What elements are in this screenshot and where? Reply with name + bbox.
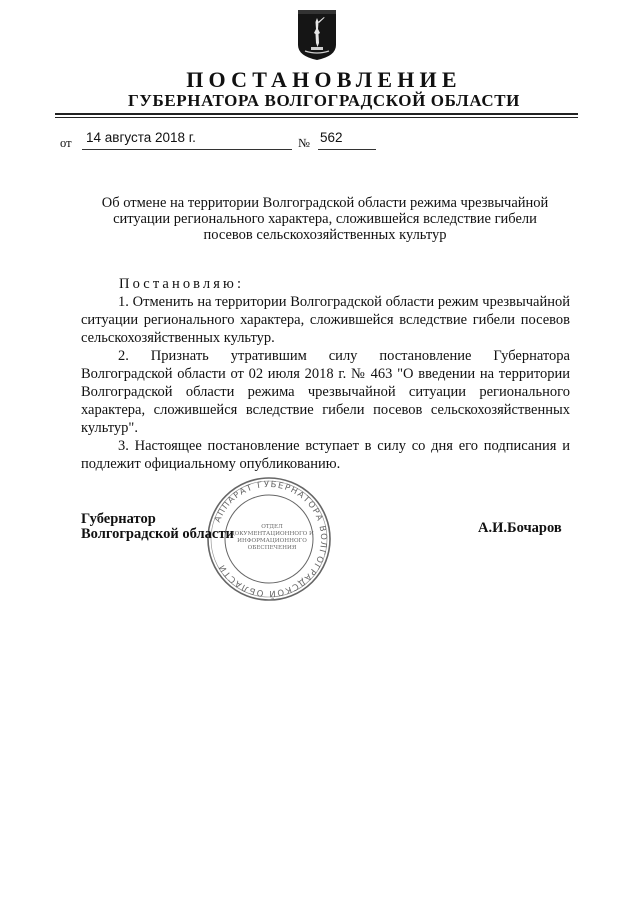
date-field	[82, 130, 292, 150]
number-label: №	[298, 136, 310, 150]
coat-of-arms-icon	[297, 9, 337, 61]
resolve-word: Постановляю:	[119, 276, 245, 292]
header-rule-thin	[55, 117, 578, 118]
number-value: 562	[320, 130, 343, 145]
date-from-label: от	[60, 136, 72, 150]
document-heading	[80, 195, 570, 243]
date-number-line	[60, 130, 360, 152]
heading-line-1: Об отмене на территории Волгоградской области режима чрезвычайной	[101, 195, 549, 211]
heading-line-3: посевов сельскохозяйственных культур	[203, 227, 447, 243]
stamp-center-line-3: ИНФОРМАЦИОННОГО	[237, 538, 307, 544]
date-value: 14 августа 2018 г.	[86, 130, 196, 145]
signatory-name: А.И.Бочаров	[478, 520, 562, 536]
stamp-ring-text: АППАРАТ ГУБЕРНАТОРА ВОЛГОГРАДСКОЙ ОБЛАСТИ	[212, 479, 329, 599]
paragraph-1: 1. Отменить на территории Волгоградской области режим чрезвычайной ситуации регионального характера, сложившейся вследствие гибели посевов сельскохозяйственных культур.	[81, 294, 570, 346]
document-subtitle: ГУБЕРНАТОРА ВОЛГОГРАДСКОЙ ОБЛАСТИ	[128, 91, 520, 110]
number-field	[318, 130, 376, 150]
document-title: ПОСТАНОВЛЕНИЕ	[186, 67, 462, 92]
stamp-center-line-4: ОБЕСПЕЧЕНИЯ	[247, 545, 297, 551]
header-rule-thick	[55, 113, 578, 115]
stamp-center-line-1: ОТДЕЛ	[261, 524, 283, 530]
signatory-position-line-1: Губернатор	[81, 511, 156, 527]
stamp-center-line-2: ДОКУМЕНТАЦИОННОГО И	[230, 531, 314, 537]
paragraph-3: 3. Настоящее постановление вступает в силу со дня его подписания и подлежит официальному опубликованию.	[81, 438, 570, 472]
document-body	[81, 293, 570, 473]
signatory-position-line-2: Волгоградской области	[81, 526, 234, 542]
signatory-position	[81, 512, 234, 542]
paragraph-2: 2. Признать утратившим силу постановление Губернатора Волгоградской области от 02 июля 2018 г. № 463 "О введении на территории Волгоградской области режима чрезвычайной ситуации регионального характера, сложившейся вследствие гибели посевов сельскохозяйственных культур".	[81, 348, 570, 436]
heading-line-2: ситуации регионального характера, сложившейся вследствие гибели	[113, 211, 537, 227]
